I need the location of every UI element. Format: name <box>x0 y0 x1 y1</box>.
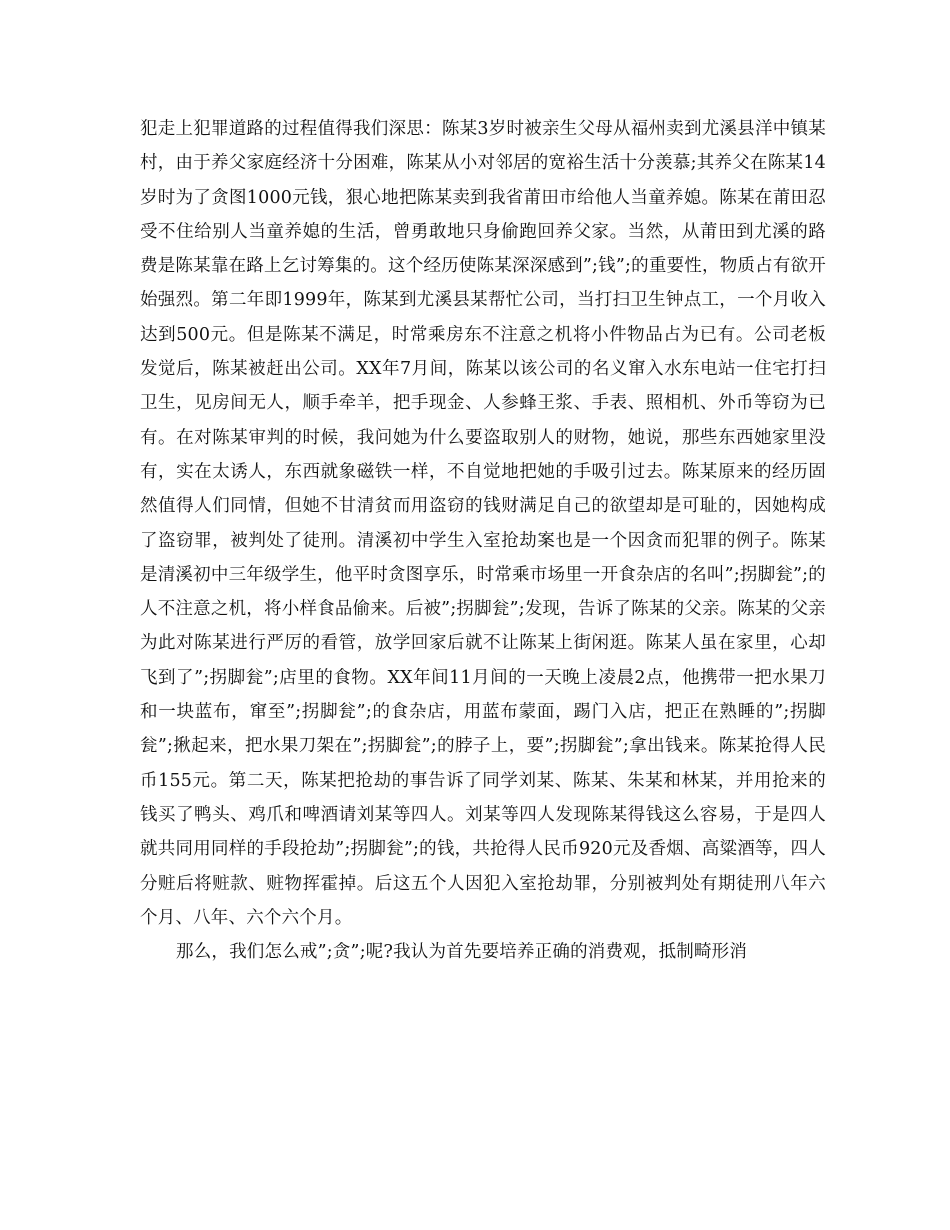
paragraph-case-story: 犯走上犯罪道路的过程值得我们深思：陈某3岁时被亲生父母从福州卖到尤溪县洋中镇某村，由于养父家庭经济十分困难，陈某从小对邻居的宽裕生活十分羡慕;其养父在陈某14岁时为了贪图1000元钱，狠心地把陈某卖到我省莆田市给他人当童养媳。陈某在莆田忍受不住给别人当童养媳的生活，曾勇敢地只身偷跑回养父家。当然，从莆田到尤溪的路费是陈某靠在路上乞讨筹集的。这个经历使陈某深深感到”;钱”;的重要性，物质占有欲开始强烈。第二年即1999年，陈某到尤溪县某帮忙公司，当打扫卫生钟点工，一个月收入达到500元。但是陈某不满足，时常乘房东不注意之机将小件物品占为已有。公司老板发觉后，陈某被赶出公司。XX年7月间，陈某以该公司的名义窜入水东电站一住宅打扫卫生，见房间无人，顺手牵羊，把手现金、人参蜂王浆、手表、照相机、外币等窃为已有。在对陈某审判的时候，我问她为什么要盗取别人的财物，她说，那些东西她家里没有，实在太诱人，东西就象磁铁一样，不自觉地把她的手吸引过去。陈某原来的经历固然值得人们同情，但她不甘清贫而用盗窃的钱财满足自己的欲望却是可耻的，因她构成了盗窃罪，被判处了徒刑。清溪初中学生入室抢劫案也是一个因贪而犯罪的例子。陈某是清溪初中三年级学生，他平时贪图享乐，时常乘市场里一开食杂店的名叫”;拐脚瓮”;的人不注意之机，将小样食品偷来。后被”;拐脚瓮”;发现，告诉了陈某的父亲。陈某的父亲为此对陈某进行严厉的看管，放学回家后就不让陈某上街闲逛。陈某人虽在家里，心却飞到了”;拐脚瓮”;店里的食物。XX年间11月间的一天晚上凌晨2点，他携带一把水果刀和一块蓝布，窜至”;拐脚瓮”;的食杂店，用蓝布蒙面，踢门入店，把正在熟睡的”;拐脚瓮”;揪起来，把水果刀架在”;拐脚瓮”;的脖子上，要”;拐脚瓮”;拿出钱来。陈某抢得人民币155元。第二天，陈某把抢劫的事告诉了同学刘某、陈某、朱某和林某，并用抢来的钱买了鸭头、鸡爪和啤酒请刘某等四人。刘某等四人发现陈某得钱这么容易，于是四人就共同用同样的手段抢劫”;拐脚瓮”;的钱，共抢得人民币920元及香烟、高粱酒等，四人分赃后将赃款、赃物挥霍掉。后这五个人因犯入室抢劫罪，分别被判处有期徒刑八年六个月、八年、六个六个月。 <box>140 119 826 928</box>
document-body <box>140 112 826 969</box>
paragraph-how-to-avoid-greed: 那么，我们怎么戒”;贪”;呢?我认为首先要培养正确的消费观，抵制畸形消 <box>176 942 748 963</box>
